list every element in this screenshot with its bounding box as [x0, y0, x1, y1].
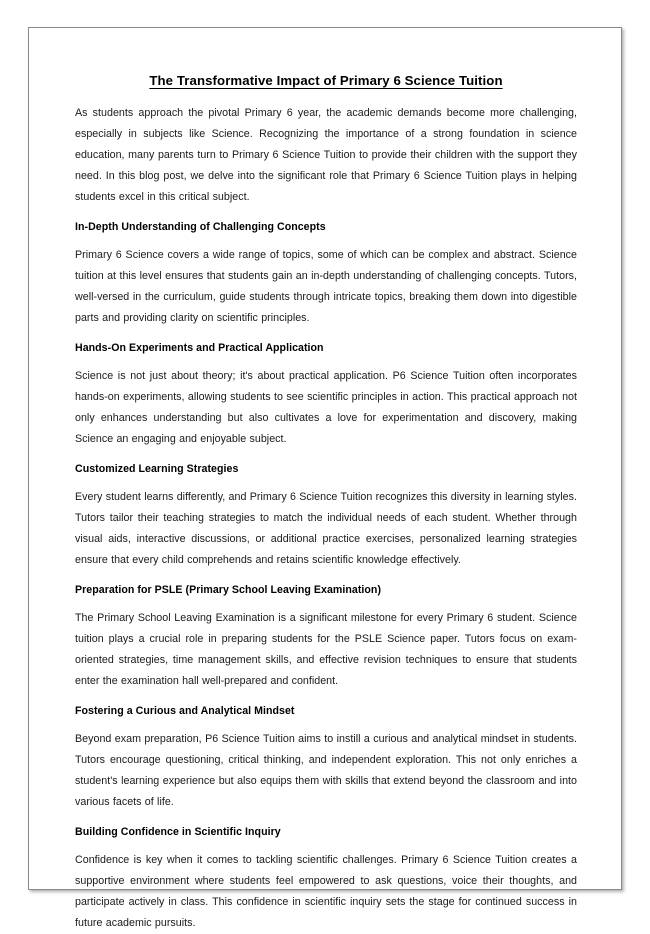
section-paragraph-preparation-for-psle: The Primary School Leaving Examination is a significant milestone for every Primary 6 student. Science tuition plays a crucial role in preparing students for the PSLE Science paper. Tutors focus on exam-oriented strategies, time management skills, and effective revision techniques to ensure that students enter the examination hall well-prepared and confident. — [75, 612, 577, 687]
section-paragraph-in-depth-understanding: Primary 6 Science covers a wide range of topics, some of which can be complex and abstract. Science tuition at this level ensures that students gain an in-depth understanding of challenging concepts. Tutors, well-versed in the curriculum, guide students through intricate topics, breaking them down into digestible parts and providing clarity on scientific principles. — [75, 249, 577, 324]
document-page — [28, 27, 622, 929]
section-paragraph-fostering-curious-mindset: Beyond exam preparation, P6 Science Tuition aims to instill a curious and analytical mindset in students. Tutors encourage questioning, critical thinking, and independent exploration. This not only enriches a student's learning experience but also equips them with skills that extend beyond the classroom and into various facets of life. — [75, 733, 577, 808]
section-heading-customized-learning-strategies: Customized Learning Strategies — [75, 463, 239, 475]
section-heading-preparation-for-psle: Preparation for PSLE (Primary School Leaving Examination) — [75, 584, 382, 596]
section-paragraph-hands-on-experiments: Science is not just about theory; it's about practical application. P6 Science Tuition often incorporates hands-on experiments, allowing students to see scientific principles in action. This practical approach not only enhances understanding but also cultivates a love for experimentation and discovery, making Science an engaging and enjoyable subject. — [75, 370, 577, 445]
section-heading-hands-on-experiments: Hands-On Experiments and Practical Application — [75, 342, 324, 354]
section-paragraph-customized-learning-strategies: Every student learns differently, and Primary 6 Science Tuition recognizes this diversity in learning styles. Tutors tailor their teaching strategies to match the individual needs of each student. Whether through visual aids, interactive discussions, or additional practice exercises, personalized learning strategies ensure that every child comprehends and retains scientific knowledge effectively. — [75, 491, 577, 566]
section-heading-in-depth-understanding: In-Depth Understanding of Challenging Concepts — [75, 221, 326, 233]
section-heading-building-confidence: Building Confidence in Scientific Inquiry — [75, 826, 281, 838]
document-body — [75, 72, 577, 934]
intro-paragraph: As students approach the pivotal Primary 6 year, the academic demands become more challenging, especially in subjects like Science. Recognizing the importance of a strong foundation in science education, many parents turn to Primary 6 Science Tuition to provide their children with the support they need. In this blog post, we delve into the significant role that Primary 6 Science Tuition plays in helping students excel in this critical subject. — [75, 107, 577, 203]
section-heading-fostering-curious-mindset: Fostering a Curious and Analytical Mindset — [75, 705, 295, 717]
section-paragraph-building-confidence: Confidence is key when it comes to tackling scientific challenges. Primary 6 Science Tuition creates a supportive environment where students feel empowered to ask questions, voice their thoughts, and participate actively in class. This confidence in scientific inquiry sets the stage for continued success in future academic pursuits. — [75, 854, 577, 929]
page-title: The Transformative Impact of Primary 6 Science Tuition — [149, 73, 503, 88]
